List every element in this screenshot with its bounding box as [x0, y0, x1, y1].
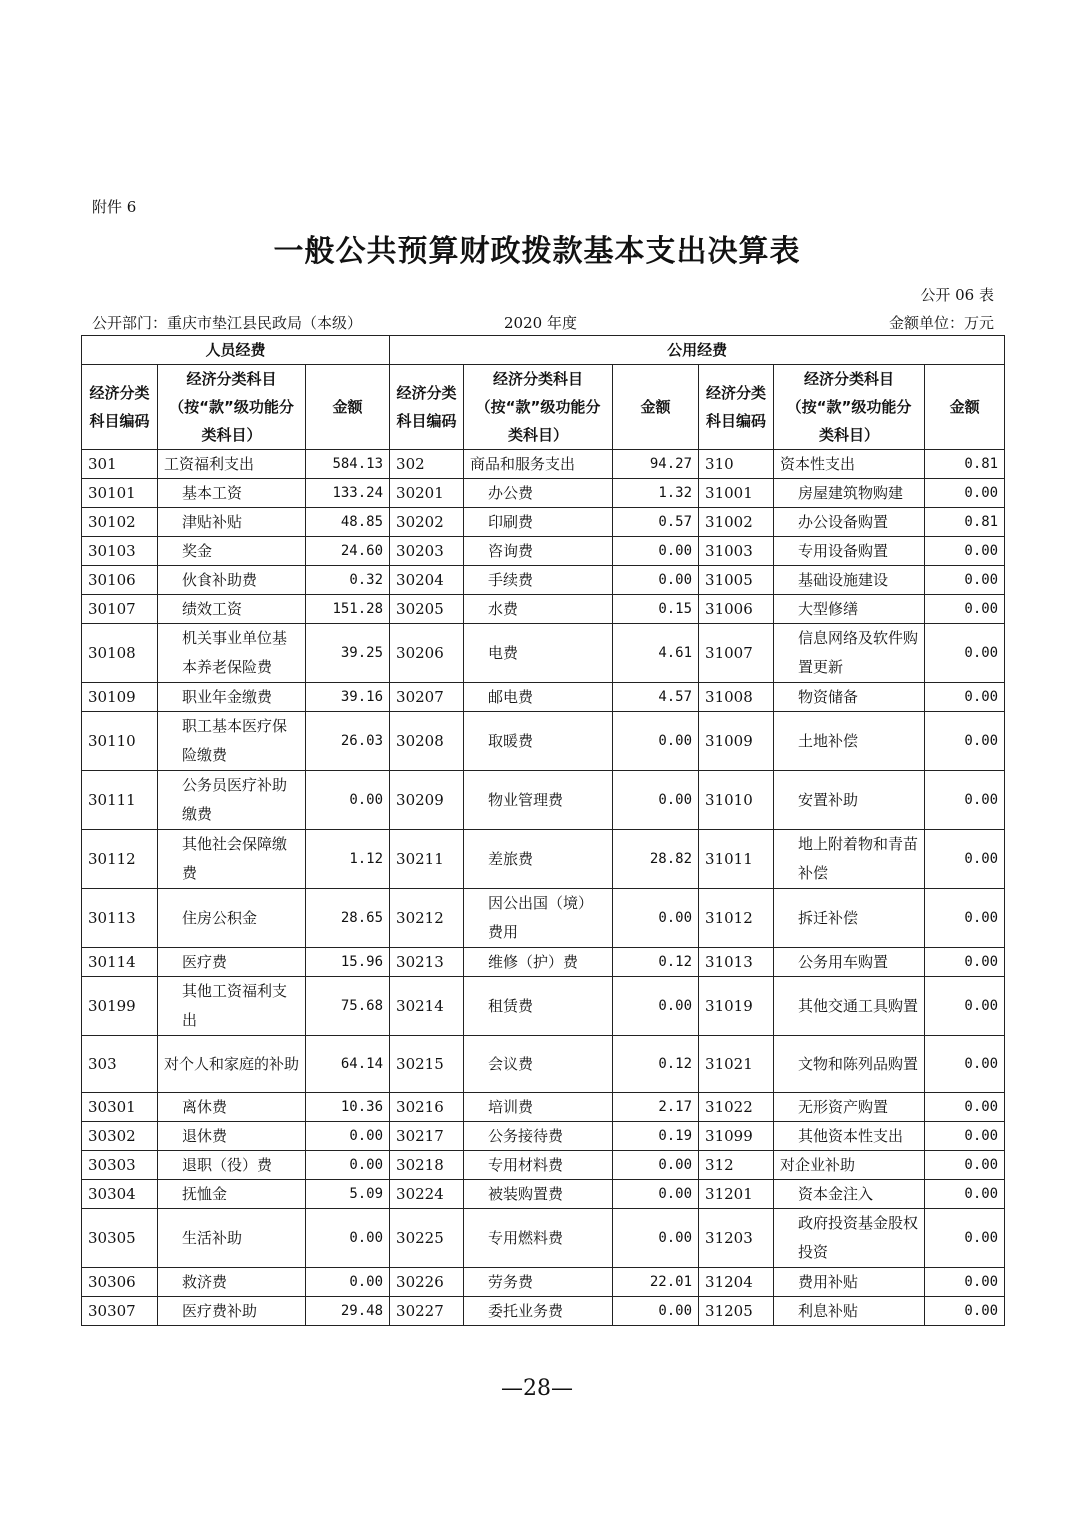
cell-capital-amount: 0.00	[925, 1180, 1005, 1209]
cell-personnel-amount: 29.48	[306, 1297, 390, 1326]
cell-personnel-name: 津贴补贴	[158, 508, 306, 537]
cell-public-amount: 0.00	[613, 1297, 699, 1326]
cell-public-name: 会议费	[464, 1036, 613, 1093]
cell-personnel-amount: 133.24	[306, 479, 390, 508]
cell-public-name: 公务接待费	[464, 1122, 613, 1151]
cell-personnel-name: 退休费	[158, 1122, 306, 1151]
cell-public-name: 电费	[464, 624, 613, 683]
table-row	[82, 595, 1005, 624]
cell-capital-name: 信息网络及软件购置更新	[774, 624, 925, 683]
cell-capital-code: 31007	[699, 624, 774, 683]
expenditure-table	[81, 335, 1005, 1326]
cell-capital-code: 31012	[699, 889, 774, 948]
cell-public-code: 30226	[390, 1268, 464, 1297]
cell-personnel-amount: 5.09	[306, 1180, 390, 1209]
cell-public-code: 30227	[390, 1297, 464, 1326]
cell-personnel-code: 30113	[82, 889, 158, 948]
form-number: 公开 06 表	[920, 286, 994, 304]
cell-personnel-amount: 26.03	[306, 712, 390, 771]
page-title: 一般公共预算财政拨款基本支出决算表	[273, 234, 801, 269]
cell-personnel-name: 救济费	[158, 1268, 306, 1297]
cell-public-amount: 0.00	[613, 889, 699, 948]
cell-personnel-name: 医疗费补助	[158, 1297, 306, 1326]
cell-capital-code: 31003	[699, 537, 774, 566]
cell-public-name: 邮电费	[464, 683, 613, 712]
cell-public-amount: 0.19	[613, 1122, 699, 1151]
table-row	[82, 479, 1005, 508]
cell-personnel-code: 30307	[82, 1297, 158, 1326]
cell-capital-code: 31203	[699, 1209, 774, 1268]
cell-capital-code: 31010	[699, 771, 774, 830]
table-row	[82, 1209, 1005, 1268]
table-row	[82, 1151, 1005, 1180]
cell-personnel-code: 30101	[82, 479, 158, 508]
cell-public-code: 30212	[390, 889, 464, 948]
table-row	[82, 537, 1005, 566]
cell-capital-name: 资本金注入	[774, 1180, 925, 1209]
cell-personnel-name: 抚恤金	[158, 1180, 306, 1209]
cell-public-amount: 0.15	[613, 595, 699, 624]
cell-capital-code: 31008	[699, 683, 774, 712]
cell-capital-amount: 0.00	[925, 889, 1005, 948]
cell-personnel-code: 30103	[82, 537, 158, 566]
col-code-header: 经济分类科目编码	[699, 365, 774, 450]
table-row	[82, 712, 1005, 771]
cell-public-name: 专用燃料费	[464, 1209, 613, 1268]
cell-personnel-name: 其他工资福利支出	[158, 977, 306, 1036]
cell-personnel-code: 30114	[82, 948, 158, 977]
table-row	[82, 450, 1005, 479]
cell-personnel-name: 职工基本医疗保险缴费	[158, 712, 306, 771]
cell-public-name: 取暖费	[464, 712, 613, 771]
cell-public-code: 30207	[390, 683, 464, 712]
cell-personnel-name: 其他社会保障缴费	[158, 830, 306, 889]
cell-capital-code: 31009	[699, 712, 774, 771]
cell-capital-amount: 0.00	[925, 1209, 1005, 1268]
cell-personnel-amount: 151.28	[306, 595, 390, 624]
cell-personnel-code: 30303	[82, 1151, 158, 1180]
cell-public-code: 30214	[390, 977, 464, 1036]
cell-capital-code: 31021	[699, 1036, 774, 1093]
cell-capital-name: 资本性支出	[774, 450, 925, 479]
cell-public-amount: 0.00	[613, 712, 699, 771]
cell-capital-amount: 0.00	[925, 977, 1005, 1036]
cell-capital-code: 31011	[699, 830, 774, 889]
cell-public-code: 30203	[390, 537, 464, 566]
cell-capital-code: 31204	[699, 1268, 774, 1297]
cell-capital-code: 31022	[699, 1093, 774, 1122]
cell-capital-name: 文物和陈列品购置	[774, 1036, 925, 1093]
cell-personnel-code: 301	[82, 450, 158, 479]
cell-personnel-amount: 584.13	[306, 450, 390, 479]
cell-capital-amount: 0.00	[925, 948, 1005, 977]
cell-public-amount: 0.00	[613, 537, 699, 566]
cell-personnel-amount: 0.00	[306, 1151, 390, 1180]
cell-personnel-name: 基本工资	[158, 479, 306, 508]
table-row	[82, 889, 1005, 948]
col-code-header: 经济分类科目编码	[82, 365, 158, 450]
table-row	[82, 508, 1005, 537]
cell-personnel-amount: 64.14	[306, 1036, 390, 1093]
cell-personnel-amount: 15.96	[306, 948, 390, 977]
table-row	[82, 624, 1005, 683]
cell-capital-amount: 0.81	[925, 450, 1005, 479]
cell-personnel-code: 30306	[82, 1268, 158, 1297]
cell-public-code: 30224	[390, 1180, 464, 1209]
cell-public-amount: 1.32	[613, 479, 699, 508]
cell-public-name: 专用材料费	[464, 1151, 613, 1180]
cell-capital-amount: 0.00	[925, 595, 1005, 624]
cell-public-name: 印刷费	[464, 508, 613, 537]
cell-capital-name: 利息补贴	[774, 1297, 925, 1326]
col-name-header: 经济分类科目（按“款”级功能分类科目）	[158, 365, 306, 450]
department-label: 公开部门：重庆市垫江县民政局（本级）	[92, 314, 363, 332]
cell-capital-amount: 0.00	[925, 1297, 1005, 1326]
cell-public-amount: 94.27	[613, 450, 699, 479]
table-row	[82, 1297, 1005, 1326]
cell-personnel-name: 职业年金缴费	[158, 683, 306, 712]
cell-capital-name: 政府投资基金股权投资	[774, 1209, 925, 1268]
cell-capital-amount: 0.00	[925, 1036, 1005, 1093]
cell-capital-code: 31099	[699, 1122, 774, 1151]
attachment-label: 附件 6	[92, 198, 137, 216]
table-row	[82, 1180, 1005, 1209]
cell-personnel-amount: 0.00	[306, 1122, 390, 1151]
cell-capital-name: 专用设备购置	[774, 537, 925, 566]
cell-public-name: 租赁费	[464, 977, 613, 1036]
cell-public-amount: 0.00	[613, 771, 699, 830]
cell-capital-name: 安置补助	[774, 771, 925, 830]
cell-capital-name: 土地补偿	[774, 712, 925, 771]
table-row	[82, 1093, 1005, 1122]
cell-public-code: 30209	[390, 771, 464, 830]
cell-capital-code: 31205	[699, 1297, 774, 1326]
cell-personnel-name: 奖金	[158, 537, 306, 566]
cell-capital-name: 拆迁补偿	[774, 889, 925, 948]
cell-personnel-amount: 28.65	[306, 889, 390, 948]
cell-capital-name: 办公设备购置	[774, 508, 925, 537]
cell-personnel-name: 伙食补助费	[158, 566, 306, 595]
cell-capital-code: 31002	[699, 508, 774, 537]
cell-personnel-code: 30301	[82, 1093, 158, 1122]
cell-capital-amount: 0.00	[925, 537, 1005, 566]
table-body	[82, 450, 1005, 1326]
section-personnel: 人员经费	[82, 336, 390, 365]
cell-personnel-name: 生活补助	[158, 1209, 306, 1268]
cell-public-amount: 0.00	[613, 1151, 699, 1180]
cell-public-name: 劳务费	[464, 1268, 613, 1297]
cell-capital-amount: 0.00	[925, 479, 1005, 508]
col-amount-header: 金额	[613, 365, 699, 450]
cell-personnel-name: 机关事业单位基本养老保险费	[158, 624, 306, 683]
cell-public-amount: 4.57	[613, 683, 699, 712]
cell-capital-name: 物资储备	[774, 683, 925, 712]
cell-personnel-name: 对个人和家庭的补助	[158, 1036, 306, 1093]
table-row	[82, 1268, 1005, 1297]
cell-capital-code: 31001	[699, 479, 774, 508]
table-row	[82, 1036, 1005, 1093]
cell-capital-amount: 0.00	[925, 1268, 1005, 1297]
cell-public-name: 咨询费	[464, 537, 613, 566]
cell-capital-name: 对企业补助	[774, 1151, 925, 1180]
cell-public-name: 商品和服务支出	[464, 450, 613, 479]
cell-capital-amount: 0.00	[925, 566, 1005, 595]
cell-public-amount: 0.00	[613, 1209, 699, 1268]
cell-capital-amount: 0.00	[925, 771, 1005, 830]
cell-personnel-amount: 0.00	[306, 771, 390, 830]
cell-public-code: 30215	[390, 1036, 464, 1093]
table-row	[82, 771, 1005, 830]
cell-capital-amount: 0.00	[925, 712, 1005, 771]
col-code-header: 经济分类科目编码	[390, 365, 464, 450]
cell-personnel-code: 30305	[82, 1209, 158, 1268]
column-header-row	[82, 365, 1005, 450]
cell-personnel-amount: 10.36	[306, 1093, 390, 1122]
cell-capital-amount: 0.00	[925, 830, 1005, 889]
cell-personnel-name: 公务员医疗补助缴费	[158, 771, 306, 830]
table-row	[82, 683, 1005, 712]
cell-personnel-code: 30107	[82, 595, 158, 624]
cell-public-name: 委托业务费	[464, 1297, 613, 1326]
cell-personnel-name: 住房公积金	[158, 889, 306, 948]
cell-personnel-code: 30109	[82, 683, 158, 712]
cell-capital-name: 公务用车购置	[774, 948, 925, 977]
cell-public-code: 30213	[390, 948, 464, 977]
cell-capital-name: 房屋建筑物购建	[774, 479, 925, 508]
cell-capital-code: 31006	[699, 595, 774, 624]
col-name-header: 经济分类科目（按“款”级功能分类科目）	[464, 365, 613, 450]
cell-public-code: 30204	[390, 566, 464, 595]
cell-personnel-amount: 75.68	[306, 977, 390, 1036]
cell-personnel-name: 退职（役）费	[158, 1151, 306, 1180]
cell-capital-code: 31019	[699, 977, 774, 1036]
page-number: —28—	[501, 1376, 573, 1401]
cell-capital-code: 31013	[699, 948, 774, 977]
cell-public-name: 物业管理费	[464, 771, 613, 830]
cell-public-amount: 4.61	[613, 624, 699, 683]
cell-public-code: 30211	[390, 830, 464, 889]
table-row	[82, 977, 1005, 1036]
cell-personnel-amount: 0.32	[306, 566, 390, 595]
cell-personnel-amount: 24.60	[306, 537, 390, 566]
cell-capital-name: 基础设施建设	[774, 566, 925, 595]
cell-public-code: 30201	[390, 479, 464, 508]
cell-personnel-name: 绩效工资	[158, 595, 306, 624]
cell-personnel-amount: 0.00	[306, 1268, 390, 1297]
cell-public-name: 维修（护）费	[464, 948, 613, 977]
cell-personnel-amount: 39.16	[306, 683, 390, 712]
cell-personnel-code: 30112	[82, 830, 158, 889]
cell-capital-amount: 0.00	[925, 683, 1005, 712]
cell-public-amount: 0.00	[613, 1180, 699, 1209]
cell-personnel-amount: 0.00	[306, 1209, 390, 1268]
cell-personnel-code: 30302	[82, 1122, 158, 1151]
cell-personnel-name: 工资福利支出	[158, 450, 306, 479]
cell-personnel-code: 303	[82, 1036, 158, 1093]
cell-public-code: 30218	[390, 1151, 464, 1180]
cell-public-amount: 28.82	[613, 830, 699, 889]
cell-capital-name: 无形资产购置	[774, 1093, 925, 1122]
table-row	[82, 566, 1005, 595]
cell-capital-code: 310	[699, 450, 774, 479]
cell-personnel-code: 30102	[82, 508, 158, 537]
cell-capital-amount: 0.00	[925, 1151, 1005, 1180]
cell-public-name: 办公费	[464, 479, 613, 508]
cell-public-amount: 0.12	[613, 1036, 699, 1093]
cell-capital-name: 其他资本性支出	[774, 1122, 925, 1151]
cell-public-code: 302	[390, 450, 464, 479]
cell-public-code: 30225	[390, 1209, 464, 1268]
cell-personnel-code: 30199	[82, 977, 158, 1036]
cell-public-name: 培训费	[464, 1093, 613, 1122]
cell-public-amount: 22.01	[613, 1268, 699, 1297]
cell-capital-code: 312	[699, 1151, 774, 1180]
cell-capital-name: 费用补贴	[774, 1268, 925, 1297]
col-name-header: 经济分类科目（按“款”级功能分类科目）	[774, 365, 925, 450]
cell-personnel-amount: 1.12	[306, 830, 390, 889]
cell-public-amount: 0.57	[613, 508, 699, 537]
cell-personnel-code: 30108	[82, 624, 158, 683]
cell-personnel-name: 离休费	[158, 1093, 306, 1122]
cell-public-amount: 0.00	[613, 566, 699, 595]
cell-public-code: 30216	[390, 1093, 464, 1122]
section-public: 公用经费	[390, 336, 1005, 365]
cell-capital-amount: 0.00	[925, 624, 1005, 683]
unit-label: 金额单位：万元	[888, 314, 994, 332]
table-row	[82, 948, 1005, 977]
cell-personnel-code: 30106	[82, 566, 158, 595]
table-row	[82, 1122, 1005, 1151]
cell-public-amount: 0.00	[613, 977, 699, 1036]
cell-personnel-code: 30111	[82, 771, 158, 830]
table-row	[82, 830, 1005, 889]
cell-personnel-amount: 39.25	[306, 624, 390, 683]
year-label: 2020 年度	[504, 314, 577, 332]
meta-line	[92, 312, 994, 332]
cell-capital-amount: 0.00	[925, 1122, 1005, 1151]
cell-public-name: 因公出国（境）费用	[464, 889, 613, 948]
cell-personnel-code: 30304	[82, 1180, 158, 1209]
cell-public-amount: 2.17	[613, 1093, 699, 1122]
cell-capital-code: 31201	[699, 1180, 774, 1209]
cell-capital-name: 地上附着物和青苗补偿	[774, 830, 925, 889]
cell-public-name: 手续费	[464, 566, 613, 595]
cell-personnel-name: 医疗费	[158, 948, 306, 977]
cell-public-name: 被装购置费	[464, 1180, 613, 1209]
cell-capital-code: 31005	[699, 566, 774, 595]
cell-public-code: 30208	[390, 712, 464, 771]
col-amount-header: 金额	[925, 365, 1005, 450]
cell-personnel-amount: 48.85	[306, 508, 390, 537]
cell-personnel-code: 30110	[82, 712, 158, 771]
cell-capital-amount: 0.81	[925, 508, 1005, 537]
cell-capital-name: 大型修缮	[774, 595, 925, 624]
cell-public-name: 差旅费	[464, 830, 613, 889]
cell-public-code: 30205	[390, 595, 464, 624]
cell-capital-amount: 0.00	[925, 1093, 1005, 1122]
cell-public-code: 30206	[390, 624, 464, 683]
cell-public-amount: 0.12	[613, 948, 699, 977]
cell-public-code: 30202	[390, 508, 464, 537]
cell-capital-name: 其他交通工具购置	[774, 977, 925, 1036]
cell-public-name: 水费	[464, 595, 613, 624]
section-header-row	[82, 336, 1005, 365]
cell-public-code: 30217	[390, 1122, 464, 1151]
col-amount-header: 金额	[306, 365, 390, 450]
